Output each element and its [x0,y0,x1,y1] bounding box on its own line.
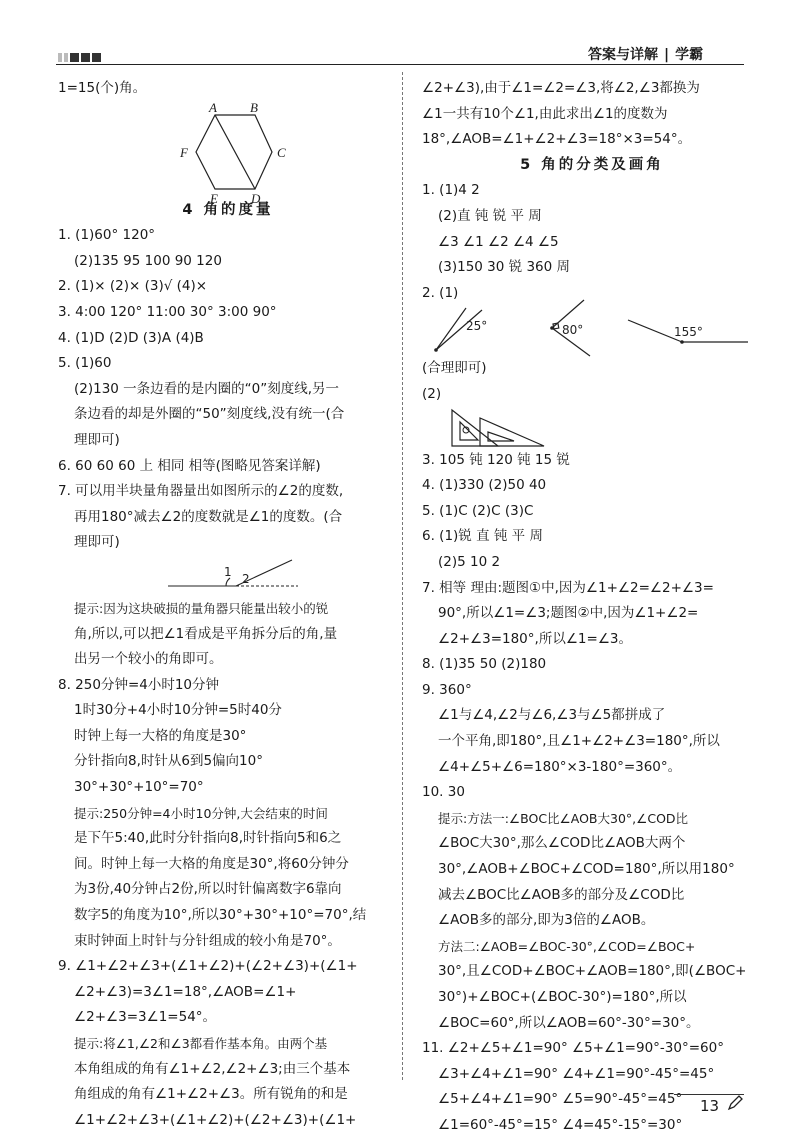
hex-label-d: D [251,190,261,206]
text-line: ∠4+∠5+∠6=180°×3-180°=360°。 [438,758,682,775]
diagonal-ad [215,115,255,189]
pencil-icon [726,1094,744,1116]
header-title-bar [588,44,703,64]
protractor-diagram [58,556,398,596]
text-line: ∠1一共有10个∠1,由此求出∠1的度数为 [422,105,668,122]
hexagon-diagram [58,99,398,206]
text-line: 11. ∠2+∠5+∠1=90° ∠5+∠1=90°-30°=60° [422,1040,724,1057]
text-line: 30°+30°+10°=70° [74,779,204,796]
text-line: ∠AOB多的部分,即为3倍的∠AOB。 [438,912,655,929]
text-line: ∠BOC=60°,所以∠AOB=60°-30°=30°。 [438,1014,700,1031]
hexagon-figure [58,99,398,206]
text-line: ∠2+∠3)=3∠1=18°,∠AOB=∠1+ [74,983,297,1000]
text-line: ∠5+∠4+∠1=90° ∠5=90°-45°=45° [438,1091,683,1108]
angle-25-label: 25° [466,319,488,334]
text-line: 7. 相等 理由:题图①中,因为∠1+∠2=∠2+∠3= [422,579,714,596]
text-line: (2) [422,385,442,402]
text-line: 出另一个较小的角即可。 [74,651,223,668]
left-column [58,76,398,1133]
right-column [422,76,762,1139]
text-line: 角组成的角有∠1+∠2+∠3。所有锐角的和是 [74,1086,348,1103]
hex-label-b: B [250,99,258,115]
text-line: 6. (1)锐 直 钝 平 周 [422,528,543,545]
right-answers-d [422,448,762,1139]
right-answers-c [422,356,762,407]
angle-1-label: 1 [224,564,232,579]
text-line: (合理即可) [422,360,487,377]
text-line: 提示:方法一:∠BOC比∠AOB大30°,∠COD比 [438,810,689,826]
text-line: ∠3 ∠1 ∠2 ∠4 ∠5 [438,233,559,250]
text-line: 角,所以,可以把∠1看成是平角拆分后的角,量 [74,625,338,642]
text-line: ∠1=60°-45°=15° ∠4=45°-15°=30° [438,1116,683,1133]
text-line: 8. 250分钟=4小时10分钟 [58,676,220,693]
header-rule [56,64,744,65]
hex-label-f: F [180,144,188,160]
text-line: 8. (1)35 50 (2)180 [422,656,547,673]
text-line: 方法二:∠AOB=∠BOC-30°,∠COD=∠BOC+ [438,938,696,954]
protractor-figure [58,556,398,596]
right-answers-a [422,76,762,153]
text-line: 5. (1)C (2)C (3)C [422,502,534,519]
angles-figure [422,306,762,356]
text-line: 一个平角,即180°,且∠1+∠2+∠3=180°,所以 [438,733,720,750]
header-title: 答案与详解 [588,47,658,63]
drawn-angles-diagram [422,306,762,356]
text-line: 3. 105 钝 120 钝 15 锐 [422,451,570,468]
hex-label-e: E [210,190,218,206]
section-title-5: 5 角的分类及画角 [520,156,664,173]
text-line: 1时30分+4小时10分钟=5时40分 [74,702,282,719]
left-answers-a [58,223,398,556]
text-line: 6. 60 60 60 上 相同 相等(图略见答案详解) [58,457,321,474]
text-line: 10. 30 [422,784,465,801]
text-line: 9. ∠1+∠2+∠3+(∠1+∠2)+(∠2+∠3)+(∠1+ [58,958,358,975]
text-line: 30°)+∠BOC+(∠BOC-30°)=180°,所以 [438,989,687,1005]
text-line: ∠1与∠4,∠2与∠6,∠3与∠5都拼成了 [438,707,666,724]
text-line: 束时钟面上时针与分针组成的较小角是70°。 [74,932,341,949]
angle-80-label: 80° [562,323,584,338]
text-line: 间。时钟上每一大格的角度是30°,将60分钟分 [74,855,349,872]
column-divider [402,72,403,1080]
text-line: ∠2+∠3=180°,所以∠1=∠3。 [438,630,633,647]
text-line: (2)130 一条边看的是内圈的“0”刻度线,另一 [74,380,340,397]
text-line: 30°,且∠COD+∠BOC+∠AOB=180°,即(∠BOC+ [438,963,747,980]
text-line: 分针指向8,时针从6到5偏向10° [74,753,263,770]
text-line: 1. (1)4 2 [422,182,480,199]
text-line: 5. (1)60 [58,355,112,372]
text-line: 为3份,40分钟占2份,所以时针偏离数字6靠向 [74,881,342,898]
text-line: 1=15(个)角。 [58,80,147,96]
text-line: 提示:250分钟=4小时10分钟,大会结束的时间 [74,805,328,821]
text-line: 提示:将∠1,∠2和∠3都看作基本角。由两个基 [74,1036,328,1051]
header-brand: 学霸 [675,47,704,63]
text-line: 30°,∠AOB+∠BOC+∠COD=180°,所以用180° [438,861,735,878]
text-line: 条边看的却是外圈的“50”刻度线,没有统一(合 [74,406,345,423]
text-line: 本角组成的角有∠1+∠2,∠2+∠3;由三个基本 [74,1060,351,1077]
text-line: 4. (1)330 (2)50 40 [422,477,547,494]
text-line: (3)150 30 锐 360 周 [438,259,571,276]
text-line: (2)直 钝 锐 平 周 [438,207,542,224]
text-line: 时钟上每一大格的角度是30° [74,727,247,744]
text-line: ∠2+∠3),由于∠1=∠2=∠3,将∠2,∠3都换为 [422,80,700,96]
text-line: 4. (1)D (2)D (3)A (4)B [58,329,204,346]
text-line: 3. 4:00 120° 11:00 30° 3:00 90° [58,303,277,320]
hex-label-a: A [209,99,217,115]
text-line: 理即可) [74,431,120,448]
angle-155-label: 155° [674,325,703,340]
text-line: 90°,所以∠1=∠3;题图②中,因为∠1+∠2= [438,605,699,622]
text-line: 7. 可以用半块量角器量出如图所示的∠2的度数, [58,483,344,500]
text-line: 数字5的角度为10°,所以30°+30°+10°=70°,结 [74,907,367,924]
text-line: ∠1+∠2+∠3+(∠1+∠2)+(∠2+∠3)+(∠1+ [74,1111,357,1128]
text-line: 理即可) [74,534,120,551]
section-title-4: 4 角的度量 [182,201,274,218]
text-line: 18°,∠AOB=∠1+∠2+∠3=18°×3=54°。 [422,131,692,148]
text-line: (2)135 95 100 90 120 [74,252,222,269]
text-line: 2. (1)× (2)× (3)√ (4)× [58,278,208,295]
set-square-diagram [422,408,762,448]
hexagon-shape [196,115,272,189]
text-line: 9. 360° [422,681,472,698]
text-line: 再用180°减去∠2的度数就是∠1的度数。(合 [74,508,343,525]
text-line: 是下午5:40,此时分针指向8,时针指向5和6之 [74,830,342,847]
page-number: 13 [700,1097,720,1115]
text-line: 2. (1) [422,284,459,301]
text-line: 1. (1)60° 120° [58,227,156,244]
text-line: ∠BOC大30°,那么∠COD比∠AOB大两个 [438,835,686,852]
hex-label-c: C [277,144,286,160]
text-line: ∠2+∠3=3∠1=54°。 [74,1009,217,1026]
text-line: (2)5 10 2 [438,553,501,570]
text-line: 减去∠BOC比∠AOB多的部分及∠COD比 [438,886,685,903]
text-line: ∠3+∠4+∠1=90° ∠4+∠1=90°-45°=45° [438,1065,715,1082]
angle-2-label: 2 [242,571,250,586]
text-line: 提示:因为这块破损的量角器只能量出较小的锐 [74,600,329,616]
header-separator: | [664,47,670,63]
left-answers-b [58,596,398,1133]
right-answers-b [422,178,762,306]
set-square-figure [422,408,762,448]
